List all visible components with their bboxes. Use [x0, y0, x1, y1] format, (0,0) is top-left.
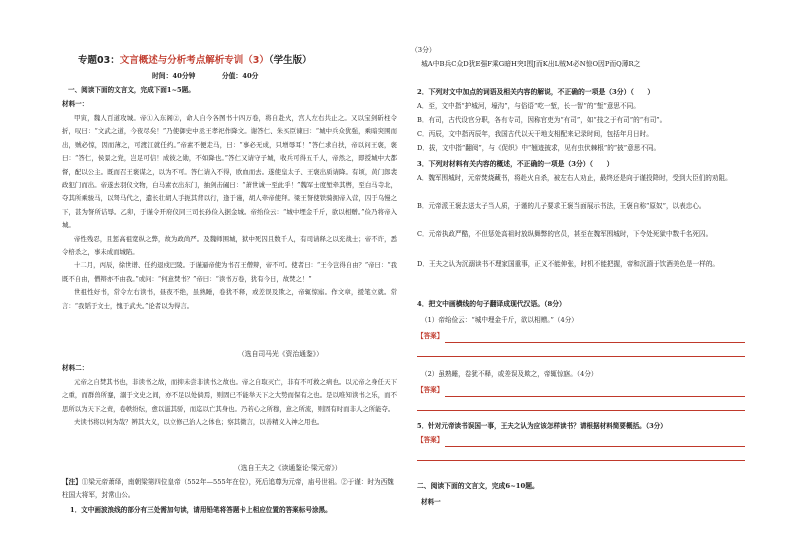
- total-score: 分值：40分: [221, 72, 259, 80]
- time-limit: 时间：40分钟: [152, 72, 196, 80]
- title-main: 文言概述与分析考点解析专训（3）: [119, 55, 269, 66]
- q1-score: （3分）: [411, 46, 436, 54]
- answer-label: 【答案】: [417, 332, 444, 340]
- answer-label: 【答案】: [417, 386, 444, 394]
- question-5: 5．针对元帝读书误国一事，王夫之认为应该怎样读书？请根据材料简要概括。（3分）: [417, 422, 667, 430]
- section2-heading: 二、阅读下面的文言文，完成6~10题。: [417, 482, 539, 490]
- answer-line[interactable]: [417, 410, 745, 411]
- q1-options: 城A中B兵C众D犹E强F乘G暗H突I围J而K出L贼M必N惊O因P而Q薄R之: [421, 60, 641, 68]
- q4-item-1: （1）帝绐俭云：“城中埋金千斤，欲以相赠。”（4分）: [421, 316, 578, 324]
- material1-para: 甲寅，魏人百道攻城。帝①入东阁②，命人自今各图书十四万卷，将自赴火，宫人左右共止之。又以宝剑斫柱令折，叹曰：“文武之道，今夜尽矣！”乃使御史中丞王孝祀作降文。谢答仁、朱买臣谏曰：“城中兵众犹强，乘暗突围而出，贼必惊，因而薄之，可渡江就任约。”帝素不便走马，曰：“事必无成，只增辱耳！”答仁求自扶，帝以问王褒，褒曰：“答仁，侯景之党，岂足可信！成彼之勋，不如降也。”答仁又请守子城，收兵可得五千人，帝然之，即授城中大都督，配以公主。既而召王褒谋之，以为不可。答仁请入不得，欧血而去。遂使皇太子、王褒出质请降。有顷，黄门郎裴政犯门而出。帝遂去羽仪文物，白马素衣出东门，抽剑击阖曰：“萧世诚一至此乎！”魏军士度堑牵其辔，至白马寺北，夺其所乘骏马，以驽马代之，遣长壮胡人手扼其背以行，逢于谨，胡人牵帝使拜。梁王詧使铁骑拥帝入营，囚于乌慢之下，甚为詧所诘辱。乙卯，于谨令开府仪同三司长孙俭入据金城。帝绐俭云：“城中埋金千斤，欲以相赠。”俭乃将帝入城。: [62, 114, 397, 230]
- page-title: [78, 52, 312, 66]
- q2-option: A．至，文中指“护城河，壕沟”，与俗语“吃一堑，长一智”的“堑”意思不同。: [417, 102, 640, 110]
- question-3: 3．下列对材料有关内容的概述，不正确的一项是（3分）（ ）: [417, 160, 614, 168]
- material2-para: 元帝之自焚其书也，非读书之故，而抑未尝非读书之故也。帝之自取灭亡，非有不可救之病也。以元帝之身任天下之重，而群兽所蹇，溺于文史之间，亦不足以处倘焉，则固已不能举天下之大势而保有之也。是以唯知读书之乐，而不思所以为天下之责，卷帙纷纭，愈以滋其骄，而迄以亡其身也。乃若心之所穆，意之所流，则固有时而非人之所能夺。: [62, 378, 397, 413]
- question-4: 4．把文中画横线的句子翻译成现代汉语。（8分）: [417, 300, 566, 308]
- answer-line[interactable]: [445, 446, 745, 447]
- q2-option: B．有司，古代设官分职，各有专司，因称官吏为“有司”，如“技之于有司”的“有司”。: [417, 116, 667, 124]
- answer-line[interactable]: [417, 460, 745, 461]
- answer-line[interactable]: [445, 342, 745, 343]
- exam-meta: [152, 70, 282, 80]
- title-suffix: （学生版）: [268, 55, 312, 66]
- question-1: 1．文中画波浪线的部分有三处需加句读，请用铅笔将答题卡上相应位置的答案标号涂黑。: [70, 506, 332, 514]
- q2-option: C．丙辰，文中指丙辰年，我国古代以天干地支相配来记录时间，包括年月日时。: [417, 130, 653, 138]
- material1-para: 十二月，丙辰，徐世谱、任约退戍巴陵。于谨逼帝使为书召王僧辩，帝不可。使者曰：“王今岂得自由？”帝曰：“我既不自由，僧辩亦不由我。”或问：“何意焚书？”帝曰：“读书万卷，犹有今日，故焚之！”: [62, 261, 397, 283]
- material2-label: 材料二：: [62, 364, 89, 372]
- title-prefix: 专题03：: [78, 55, 120, 66]
- note-label: 【注】: [62, 478, 82, 486]
- answer-line[interactable]: [417, 356, 745, 357]
- material1-para: 世祖性好书，常令左右读书，昼夜不绝，虽熟睡，卷犹不释，或差误及欺之，帝辄惊寤。作文章，援笔立就。常言：“我韬于文士，愧于武夫。”论者以为得言。: [62, 288, 397, 310]
- q3-option: A．魏军围城时，元帝焚烧藏书，将赴火自杀，被左右人劝止，最终还是向于谨投降时，受到大臣们的劝阻。: [417, 174, 732, 182]
- q4-item-2: （2）虽熟睡，卷犹不释，或差误及欺之，帝辄惊寤。（4分）: [421, 370, 598, 378]
- section2-material-label: 材料一: [421, 498, 441, 506]
- footnote: [62, 476, 397, 503]
- material1-para: 帝性残忍，且惩高祖宽纵之弊，故为政尚严。及魏师围城，狱中死囚且数千人，有司请释之以充战士；帝不许，悉令棓杀之，事未成而城陷。: [62, 234, 397, 257]
- answer-label: 【答案】: [417, 436, 444, 444]
- note-text: ①梁元帝萧绎，南朝梁第四位皇帝（552年—555年在位），死后追尊为元帝，庙号世祖。②于谨：时为西魏柱国大将军，封常山公。: [62, 478, 394, 500]
- question-2: 2．下列对文中加点的词语及相关内容的解说，不正确的一项是（3分）（ ）: [417, 88, 655, 96]
- q3-option: B．元帝派王褒去送太子当人质，于谨的儿子要求王褒当面展示书法，王褒自称“原奴”，以表忠心。: [417, 202, 706, 210]
- source-1: （选自司马光《资治通鉴》）: [238, 350, 323, 358]
- source-2: （选自王夫之《读通鉴论·梁元帝》）: [234, 464, 342, 472]
- material1-label: 材料一：: [62, 100, 89, 108]
- section1-heading: 一、阅读下面的文言文，完成下面1~5题。: [68, 86, 195, 94]
- material1-text: [62, 112, 397, 313]
- material2-text: [62, 376, 397, 430]
- q3-option: C．元帝执政严酷，不但惩处高祖时放纵舞弊的官员，甚至在魏军围城时，下令处死狱中数千名死囚。: [417, 230, 713, 238]
- q2-option: D．拔，文中指“翻阅”，与《促织》中“翘迹披求，见有虫伏棘根”的“披”意思不同。: [417, 144, 661, 152]
- q3-option: D．王夫之认为沉溺读书不理家国重事，正义不能伸张，时机不能把握，帝和沉湎于饮酒美色是一样的。: [417, 260, 720, 268]
- material2-para: 夫读书将以何为哉？辨其大义，以立修己治人之体也；察其微言，以善精义入神之用也。: [74, 418, 324, 427]
- answer-line[interactable]: [445, 396, 745, 397]
